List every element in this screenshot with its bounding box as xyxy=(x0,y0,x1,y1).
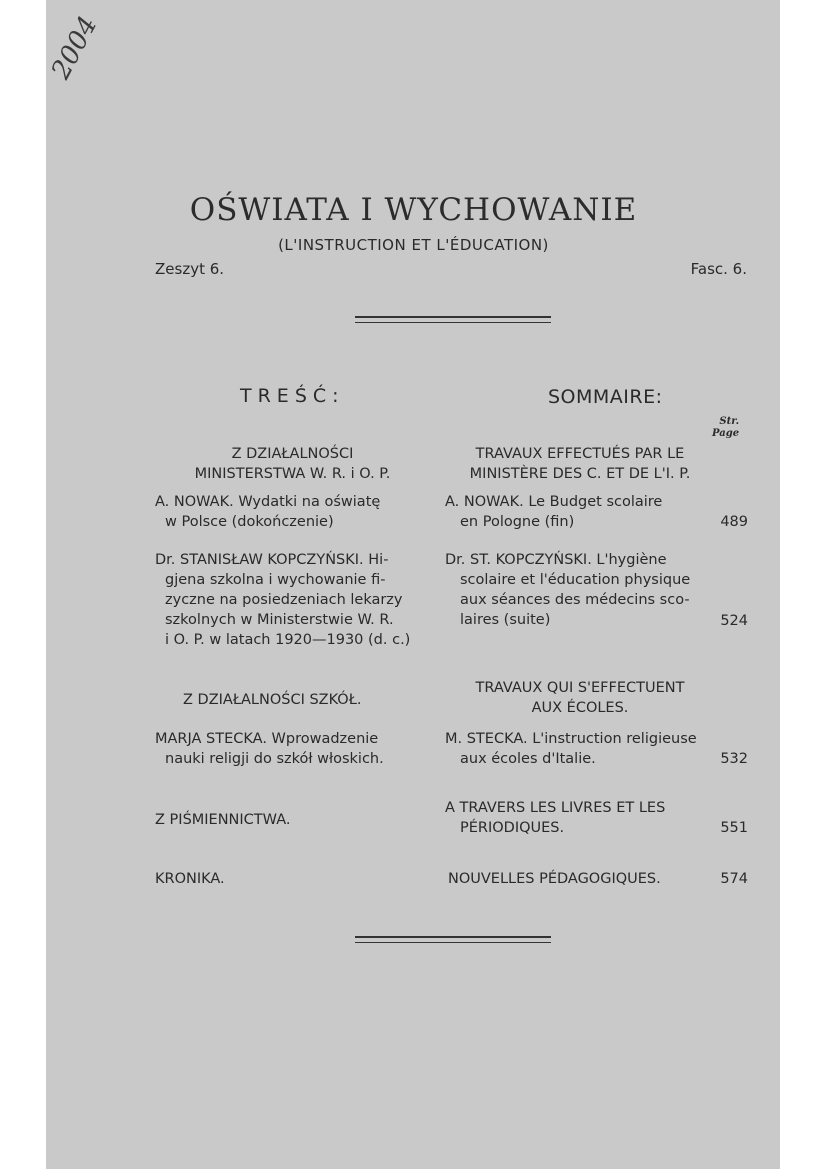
page-number-nowak: 489 xyxy=(720,514,748,530)
journal-title: OŚWIATA I WYCHOWANIE xyxy=(189,192,638,228)
right-entry-stecka xyxy=(445,729,697,769)
right-section-ministry-line: MINISTÈRE DES C. ET DE L'I. P. xyxy=(469,466,691,482)
right-entry-kopczynski xyxy=(445,550,690,630)
contents-heading-fr: SOMMAIRE: xyxy=(548,386,663,408)
right-entry-line: Dr. ST. KOPCZYŃSKI. L'hygiène xyxy=(445,552,667,568)
page-number-kopczynski: 524 xyxy=(720,613,748,629)
page-column-label xyxy=(712,416,739,440)
right-entry-line: M. STECKA. L'instruction religieuse xyxy=(445,731,697,747)
page-number-stecka: 532 xyxy=(720,751,748,767)
left-section-ministry-line: MINISTERSTWA W. R. i O. P. xyxy=(194,466,391,482)
left-section-ministry-line: Z DZIAŁALNOŚCI xyxy=(231,446,354,462)
right-entry-line: en Pologne (fin) xyxy=(460,514,575,530)
left-entry-line: szkolnych w Ministerstwie W. R. xyxy=(165,612,394,628)
bottom-divider xyxy=(355,936,551,943)
left-entry-nowak xyxy=(155,492,380,532)
right-entry-line: A. NOWAK. Le Budget scolaire xyxy=(445,494,663,510)
right-entry-line: scolaire et l'éducation physique xyxy=(460,572,691,588)
page-number-chronicle: 574 xyxy=(720,871,748,887)
right-entry-nowak xyxy=(445,492,662,532)
issue-number-pl: Zeszyt 6. xyxy=(155,260,225,278)
right-section-news: NOUVELLES PÉDAGOGIQUES. xyxy=(448,871,661,887)
left-entry-line: gjena szkolna i wychowanie fi- xyxy=(165,572,386,588)
right-section-ministry-line: TRAVAUX EFFECTUÉS PAR LE xyxy=(475,446,685,462)
contents-heading-pl: TREŚĆ: xyxy=(240,385,345,407)
right-entry-line: aux séances des médecins sco- xyxy=(460,592,690,608)
right-section-schools-line: TRAVAUX QUI S'EFFECTUENT xyxy=(475,680,685,696)
right-entry-line: aux écoles d'Italie. xyxy=(460,751,596,767)
left-entry-stecka xyxy=(155,729,384,769)
left-entry-line: zyczne na posiedzeniach lekarzy xyxy=(165,592,403,608)
handwritten-note: 2004 xyxy=(46,11,104,85)
right-section-literature-line: PÉRIODIQUES. xyxy=(460,820,565,836)
left-entry-line: i O. P. w latach 1920—1930 (d. c.) xyxy=(165,632,411,648)
right-section-literature-line: A TRAVERS LES LIVRES ET LES xyxy=(445,800,666,816)
right-section-schools-line: AUX ÉCOLES. xyxy=(531,700,629,716)
left-entry-kopczynski xyxy=(155,550,410,650)
left-section-chronicle: KRONIKA. xyxy=(155,871,225,887)
left-section-schools: Z DZIAŁALNOŚCI SZKÓŁ. xyxy=(183,692,362,708)
right-section-ministry xyxy=(445,444,715,484)
issue-number-fr: Fasc. 6. xyxy=(690,260,747,278)
page-label-fr: Page xyxy=(712,428,740,439)
right-entry-line: laires (suite) xyxy=(460,612,551,628)
left-section-ministry xyxy=(155,444,430,484)
journal-subtitle: (L'INSTRUCTION ET L'ÉDUCATION) xyxy=(278,236,549,254)
page-number-literature: 551 xyxy=(720,820,748,836)
left-entry-line: MARJA STECKA. Wprowadzenie xyxy=(155,731,379,747)
left-section-literature: Z PIŚMIENNICTWA. xyxy=(155,812,291,828)
left-entry-line: A. NOWAK. Wydatki na oświatę xyxy=(155,494,381,510)
top-divider xyxy=(355,316,551,323)
right-section-schools xyxy=(445,678,715,718)
left-entry-line: Dr. STANISŁAW KOPCZYŃSKI. Hi- xyxy=(155,552,389,568)
left-entry-line: nauki religji do szkół włoskich. xyxy=(165,751,384,767)
right-section-literature xyxy=(445,798,665,838)
page-label-pl: Str. xyxy=(719,416,740,427)
left-entry-line: w Polsce (dokończenie) xyxy=(165,514,334,530)
